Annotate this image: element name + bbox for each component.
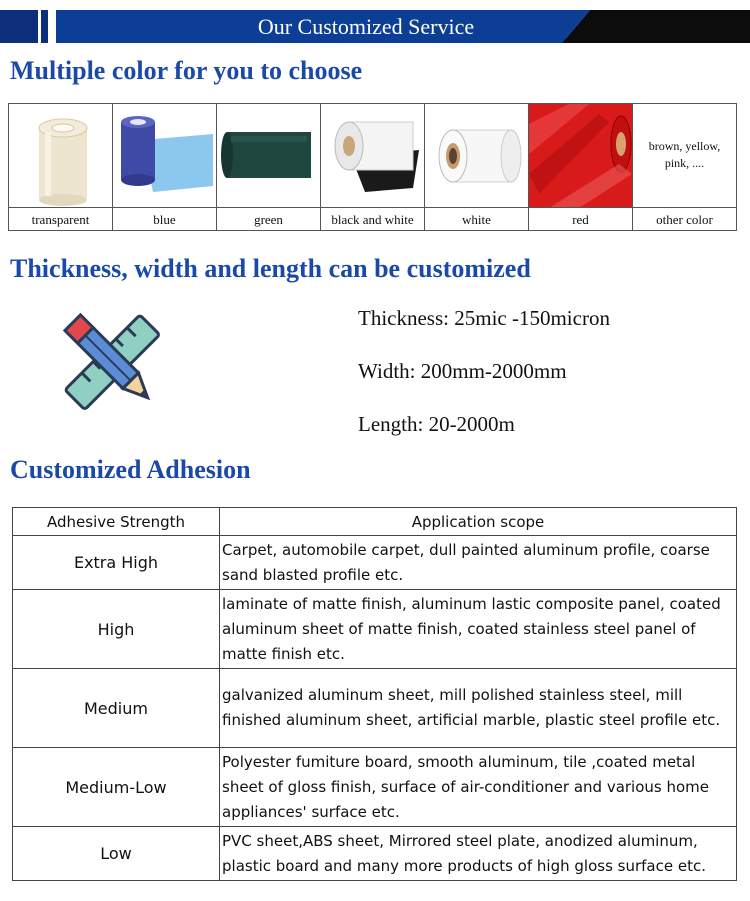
- table-row: [13, 827, 737, 881]
- strength-cell: High: [13, 590, 220, 669]
- column-header-scope: Application scope: [220, 508, 737, 536]
- strength-cell: Medium: [13, 669, 220, 748]
- color-option-other: [633, 104, 736, 230]
- table-row: [13, 590, 737, 669]
- color-option-black-and-white: [321, 104, 425, 230]
- banner-title: Our Customized Service: [257, 14, 475, 39]
- strength-cell: Medium-Low: [13, 748, 220, 827]
- color-option-blue: [113, 104, 217, 230]
- roll-image-transparent: [9, 104, 112, 208]
- strength-cell: Extra High: [13, 536, 220, 590]
- roll-image-red: [529, 104, 632, 208]
- color-label: transparent: [31, 212, 90, 227]
- scope-cell: galvanized aluminum sheet, mill polished stainless steel, mill finished aluminum sheet, artificial marble, plastic steel profile etc.: [220, 669, 737, 748]
- thickness-spec: Thickness: 25mic -150micron: [358, 306, 610, 330]
- roll-image-blue: [113, 104, 216, 208]
- other-color-note-box: [633, 104, 736, 208]
- color-label: white: [462, 212, 491, 227]
- ruler-pencil-icon: [58, 308, 168, 418]
- color-option-green: [217, 104, 321, 230]
- scope-cell: laminate of matte finish, aluminum lastic composite panel, coated aluminum sheet of matte finish, coated stainless steel panel of matte finish etc.: [220, 590, 737, 669]
- roll-image-white: [425, 104, 528, 208]
- color-option-white: [425, 104, 529, 230]
- dimension-specs: [358, 304, 610, 463]
- width-spec: Width: 200mm-2000mm: [358, 359, 567, 383]
- color-option-transparent: [9, 104, 113, 230]
- color-option-red: [529, 104, 633, 230]
- other-color-note: brown, yellow, pink, ....: [648, 139, 721, 170]
- banner-bar: [41, 10, 48, 43]
- length-spec: Length: 20-2000m: [358, 412, 515, 436]
- color-label: other color: [656, 212, 713, 227]
- adhesion-table: [12, 507, 737, 881]
- scope-cell: PVC sheet,ABS sheet, Mirrored steel plate, anodized aluminum, plastic board and many more products of high gloss surface etc.: [220, 827, 737, 881]
- color-label: green: [254, 212, 283, 227]
- table-header-row: [13, 508, 737, 536]
- dimensions-heading: Thickness, width and length can be customized: [10, 254, 531, 283]
- color-label: red: [572, 212, 589, 227]
- header-banner: [0, 10, 750, 43]
- table-row: [13, 748, 737, 827]
- adhesion-heading: Customized Adhesion: [10, 455, 251, 484]
- colors-heading: Multiple color for you to choose: [10, 56, 363, 85]
- strength-cell: Low: [13, 827, 220, 881]
- scope-cell: Carpet, automobile carpet, dull painted aluminum profile, coarse sand blasted profile etc.: [220, 536, 737, 590]
- color-label: blue: [153, 212, 176, 227]
- column-header-strength: Adhesive Strength: [13, 508, 220, 536]
- color-grid: [8, 103, 737, 231]
- color-label: black and white: [331, 212, 414, 227]
- banner-bar: [0, 10, 38, 43]
- table-row: [13, 536, 737, 590]
- roll-image-green: [217, 104, 320, 208]
- scope-cell: Polyester fumiture board, smooth aluminum, tile ,coated metal sheet of gloss finish, surface of air-conditioner and various home appliances' surface etc.: [220, 748, 737, 827]
- roll-image-black-and-white: [321, 104, 424, 208]
- table-row: [13, 669, 737, 748]
